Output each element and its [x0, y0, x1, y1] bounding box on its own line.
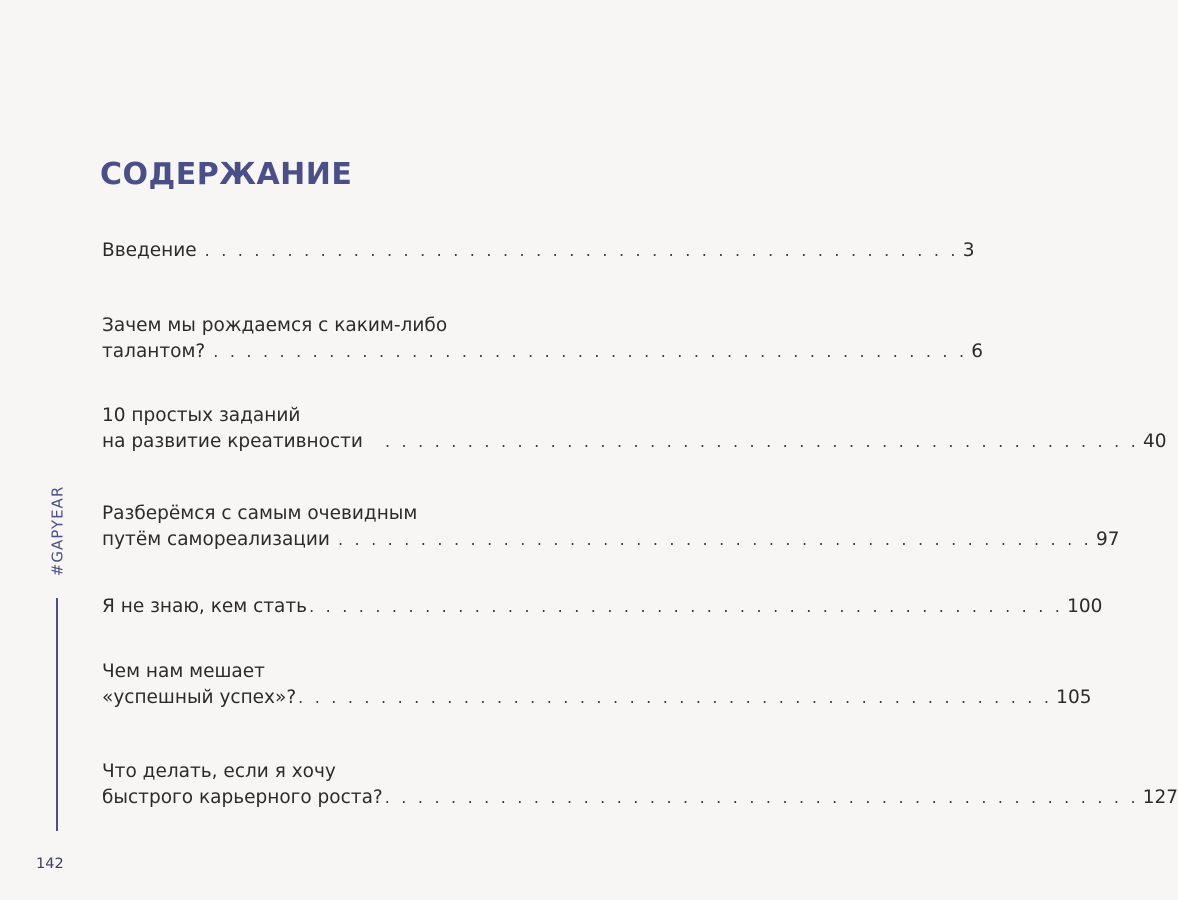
toc-entry-page: 40 — [1142, 431, 1167, 452]
page-number: 142 — [36, 856, 64, 872]
toc-entry-row — [102, 685, 1092, 711]
toc-leader-dots: . . . . . . . . . . . . . . . . . . . . . . . . . . . . . . . . . . . . . . . . . . . . . . — [204, 241, 959, 260]
toc-leader-dots: . . . . . . . . . . . . . . . . . . . . . . . . . . . . . . . . . . . . . . . . . . . . . . — [213, 342, 968, 361]
toc-entry-row — [102, 594, 1103, 620]
vertical-rule — [56, 598, 58, 831]
toc-leader-dots: . . . . . . . . . . . . . . . . . . . . . . . . . . . . . . . . . . . . . . . . . . . . . . — [298, 688, 1053, 707]
toc-entry[interactable] — [102, 594, 1103, 620]
toc-entry[interactable] — [102, 313, 984, 365]
toc-entry-row — [102, 785, 1178, 811]
toc-entry[interactable] — [102, 759, 1178, 811]
toc-leader-dots: . . . . . . . . . . . . . . . . . . . . . . . . . . . . . . . . . . . . . . . . . . . . . . — [384, 788, 1139, 807]
toc-entry-page: 3 — [962, 240, 975, 261]
toc-entry-row — [102, 429, 1167, 455]
toc-entry-title-line: Разберёмся с самым очевидным — [102, 503, 418, 524]
toc-entry-page: 105 — [1056, 687, 1092, 708]
toc-entry[interactable] — [102, 659, 1092, 711]
toc-leader-dots: . . . . . . . . . . . . . . . . . . . . . . . . . . . . . . . . . . . . . . . . . . . . . . — [309, 597, 1064, 616]
page-title: СОДЕРЖАНИЕ — [100, 157, 353, 192]
toc-entry-title: быстрого карьерного роста? — [102, 787, 383, 808]
toc-entry[interactable] — [102, 501, 1120, 553]
toc-entry-title: талантом? — [102, 341, 206, 362]
toc-entry-title-line: Зачем мы рождаемся с каким-либо — [102, 315, 448, 336]
toc-entry[interactable] — [102, 238, 975, 264]
side-label — [44, 486, 70, 576]
toc-entry-page: 97 — [1095, 529, 1120, 550]
toc-entry-page: 127 — [1142, 787, 1178, 808]
toc-entry-page: 100 — [1067, 596, 1103, 617]
toc-entry-title: Введение — [102, 240, 197, 261]
toc-entry-title-line: Чем нам мешает — [102, 661, 265, 682]
toc-entry-title: «успешный успех»? — [102, 687, 297, 708]
toc-entry-title: на развитие креативности — [102, 431, 363, 452]
toc-entry-row — [102, 527, 1120, 553]
toc-entry-title-line: 10 простых заданий — [102, 405, 301, 426]
toc-entry-title-line: Что делать, если я хочу — [102, 761, 336, 782]
toc-entry-page: 6 — [971, 341, 984, 362]
toc-leader-dots: . . . . . . . . . . . . . . . . . . . . . . . . . . . . . . . . . . . . . . . . . . . . . . — [384, 432, 1139, 451]
toc-entry-title: Я не знаю, кем стать — [102, 596, 308, 617]
toc-entry[interactable] — [102, 403, 1167, 455]
toc-entry-row — [102, 238, 975, 264]
toc-entry-row — [102, 339, 984, 365]
side-label-text: #GAPYEAR — [48, 485, 66, 577]
toc-entry-title: путём самореализации — [102, 529, 330, 550]
toc-leader-dots: . . . . . . . . . . . . . . . . . . . . . . . . . . . . . . . . . . . . . . . . . . . . . . — [337, 530, 1092, 549]
